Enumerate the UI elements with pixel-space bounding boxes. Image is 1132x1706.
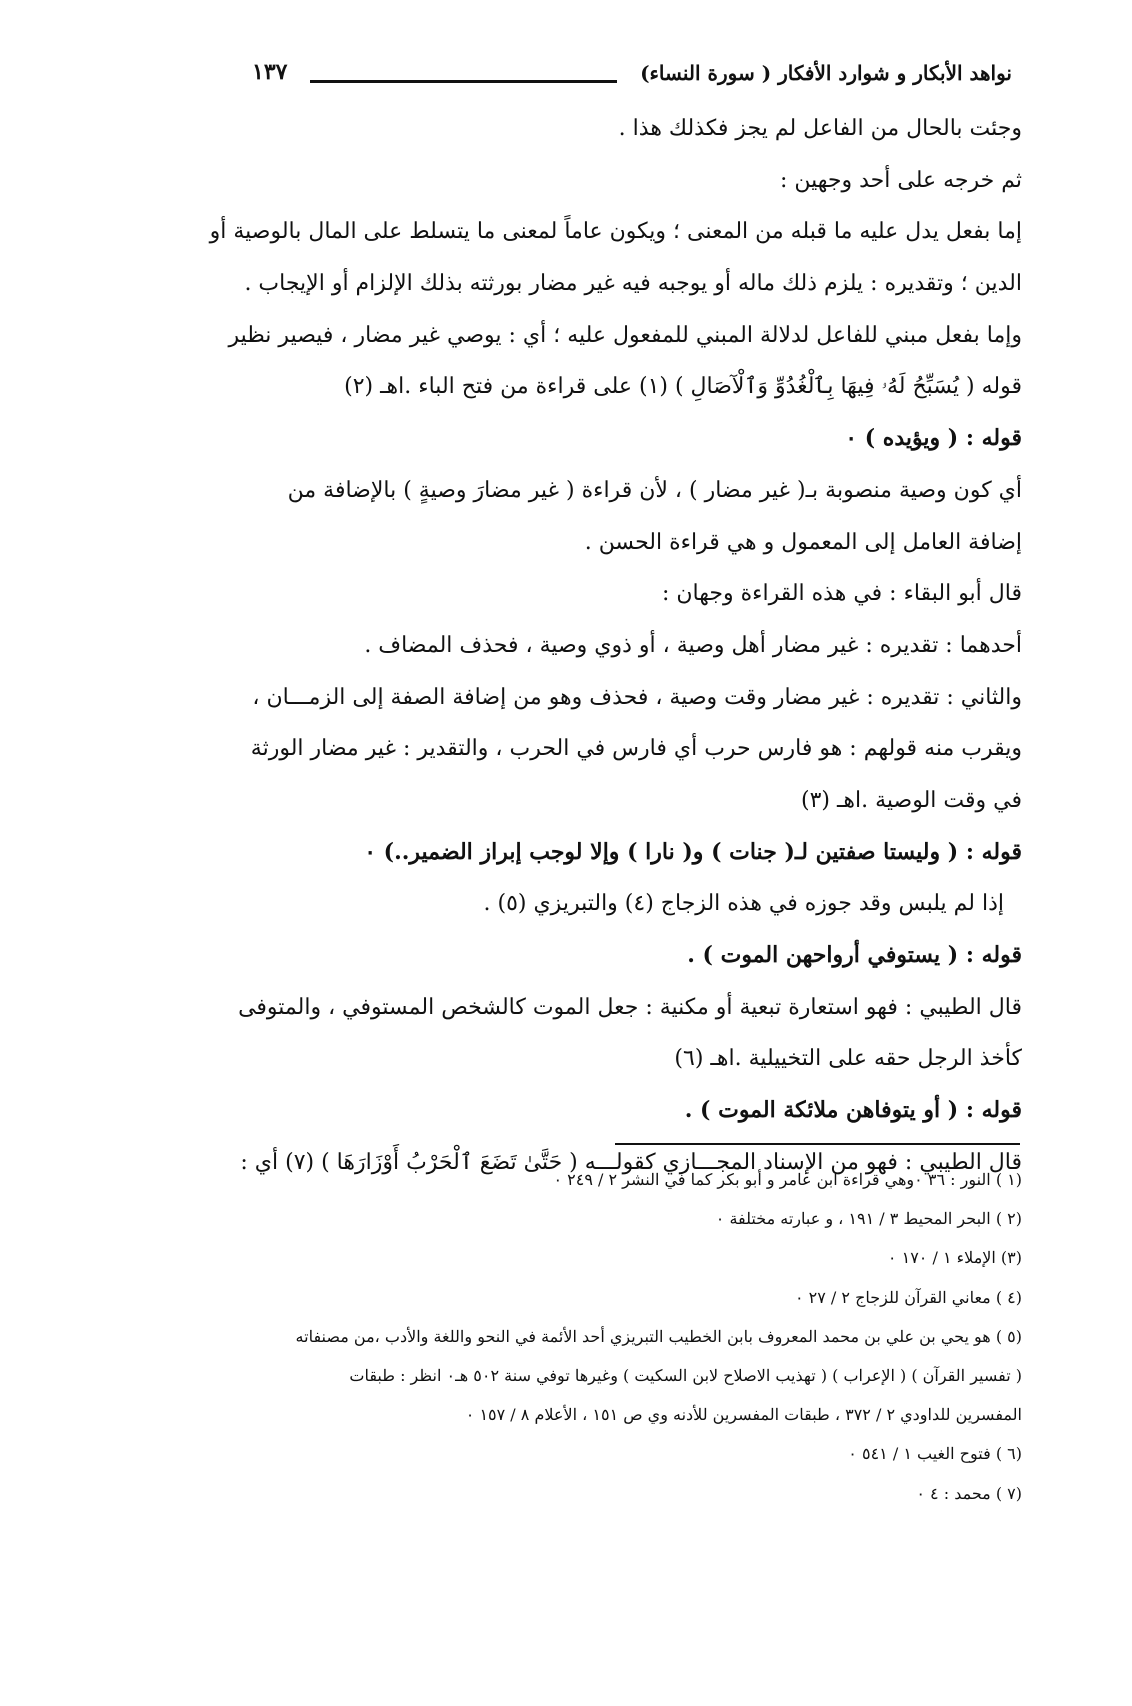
body-line: قال أبو البقاء : في هذه القراءة وجهان : xyxy=(661,581,1022,607)
commentary-heading: قوله : ( أو يتوفاهن ملائكة الموت ) . xyxy=(684,1097,1022,1124)
body-line: قال الطيبي : فهو من الإسناد المجـــازي كقولـــه ( حَتَّىٰ تَضَعَ ٱلْحَرْبُ أَوْزَارَهَا ) (٧) أي : xyxy=(240,1149,1022,1175)
footnotes xyxy=(205,1160,1022,1513)
commentary-heading: قوله : ( يستوفي أرواحهن الموت ) . xyxy=(687,942,1022,968)
body-line: أحدهما : تقديره : غير مضار أهل وصية ، أو ذوي وصية ، فحذف المضاف . xyxy=(364,632,1022,658)
footnote: ( تفسير القرآن ) ( الإعراب ) ( تهذيب الاصلاح لابن السكيت ) وغيرها توفي سنة ٥٠٢ هـ٠ انظر : طبقات xyxy=(349,1365,1022,1385)
body-line: إذا لم يلبس وقد جوزه في هذه الزجاج (٤) والتبريزي (٥) . xyxy=(483,891,1004,917)
footnote: (٤ ) معاني القرآن للزجاج ٢ / ٢٧ ٠ xyxy=(794,1287,1022,1307)
body-line: قال الطيبي : فهو استعارة تبعية أو مكنية : جعل الموت كالشخص المستوفي ، والمتوفى xyxy=(238,994,1022,1020)
footnote: (٧ ) محمد : ٤ ٠ xyxy=(916,1483,1022,1503)
header-rule xyxy=(310,80,617,83)
page-number: ١٣٧ xyxy=(252,59,288,85)
body-line: وإما بفعل مبني للفاعل لدلالة المبني للمفعول عليه ؛ أي : يوصي غير مضار ، فيصير نظير xyxy=(228,322,1022,348)
footnote: (٢ ) البحر المحيط ٣ / ١٩١ ، و عبارته مختلفة ٠ xyxy=(715,1209,1022,1229)
body-line: في وقت الوصية .اهـ (٣) xyxy=(800,787,1022,813)
body-line: والثاني : تقديره : غير مضار وقت وصية ، فحذف وهو من إضافة الصفة إلى الزمـــان ، xyxy=(252,684,1022,710)
body-line: كأخذ الرجل حقه على التخييلية .اهـ (٦) xyxy=(674,1046,1022,1072)
footnote: (٦ ) فتوح الغيب ١ / ٥٤١ ٠ xyxy=(848,1444,1022,1464)
body-line: الدين ؛ وتقديره : يلزم ذلك ماله أو يوجبه فيه غير مضار بورثته بذلك الإلزام أو الإيجاب . xyxy=(244,271,1022,297)
commentary-heading: قوله : ( ويؤيده ) ٠ xyxy=(845,425,1022,452)
commentary-heading: قوله : ( وليستا صفتين لـ( جنات ) و( نارا ) وإلا لوجب إبراز الضمير..) ٠ xyxy=(364,838,1022,865)
footnote: (٣) الإملاء ١ / ١٧٠ ٠ xyxy=(887,1248,1022,1268)
body-line: إضافة العامل إلى المعمول و هي قراءة الحسن . xyxy=(584,529,1022,555)
body-line: أي كون وصية منصوبة بـ( غير مضار ) ، لأن قراءة ( غير مضارَ وصيةٍ ) بالإضافة من xyxy=(287,477,1022,503)
footnote-separator xyxy=(615,1143,1020,1145)
body-line: وجئت بالحال من الفاعل لم يجز فكذلك هذا . xyxy=(618,116,1022,141)
body-line: قوله ( يُسَبِّحُ لَهُۥ فِيهَا بِٱلْغُدُوِّ وَٱلْآصَالِ ) (١) على قراءة من فتح الباء .اهـ (٢) xyxy=(344,374,1022,400)
body-line: إما بفعل يدل عليه ما قبله من المعنى ؛ ويكون عاماً لمعنى ما يتسلط على المال بالوصية أو xyxy=(209,219,1022,245)
footnote: (٥ ) هو يحي بن علي بن محمد المعروف بابن الخطيب التبريزي أحد الأئمة في النحو واللغة والأدب ،من مصنفاته xyxy=(295,1326,1022,1346)
body-line: ثم خرجه على أحد وجهين : xyxy=(779,167,1022,193)
footnote: المفسرين للداودي ٢ / ٣٧٢ ، طبقات المفسرين للأدنه وي ص ١٥١ ، الأعلام ٨ / ١٥٧ ٠ xyxy=(465,1405,1022,1425)
footnote: (١ ) النور : ٣٦ ٠وهي قراءة ابن عامر و أبو بكر كما في النشر ٢ / ٢٤٩ ٠ xyxy=(553,1170,1022,1189)
body-line: ويقرب منه قولهم : هو فارس حرب أي فارس في الحرب ، والتقدير : غير مضار الورثة xyxy=(250,736,1022,762)
running-header xyxy=(252,55,1012,97)
body-text xyxy=(205,103,1022,1188)
header-title: نواهد الأبكار و شوارد الأفكار ( سورة النساء) xyxy=(640,61,1012,85)
